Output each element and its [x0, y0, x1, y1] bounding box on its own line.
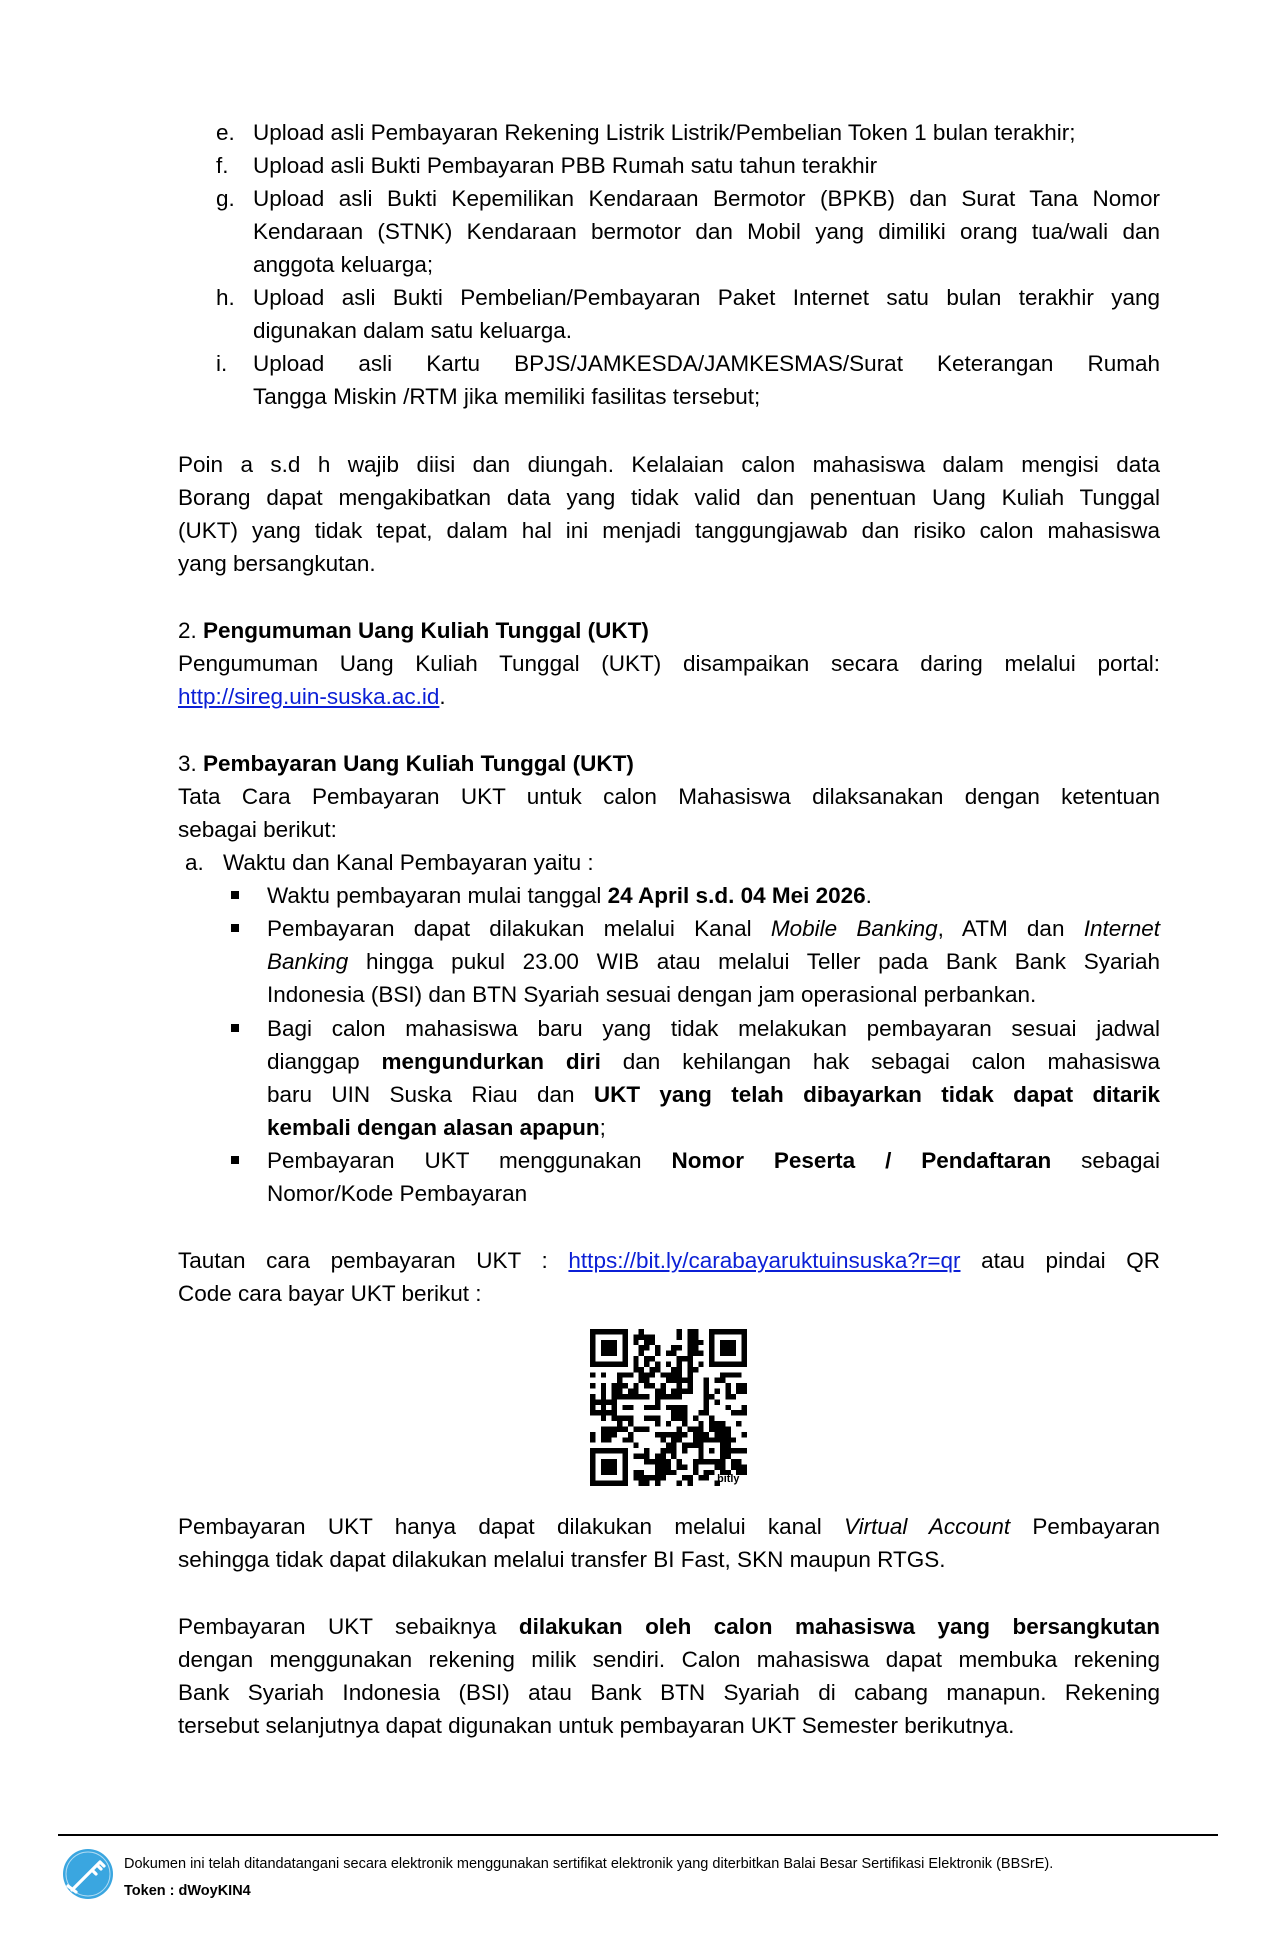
paragraph-line: (UKT) yang tidak tepat, dalam hal ini menjadi tanggungjawab dan risiko calon mahasiswa: [178, 518, 1160, 543]
payment-dates: 24 April s.d. 04 Mei 2026: [607, 883, 866, 908]
paragraph-line: [178, 1610, 1160, 1643]
guide-line: Code cara bayar UKT berikut :: [178, 1281, 482, 1306]
list-item-f: Upload asli Bukti Pembayaran PBB Rumah satu tahun terakhir: [253, 153, 878, 178]
qr-brand-label: bitly: [717, 1473, 740, 1486]
bsre-key-logo-icon: [62, 1848, 114, 1900]
signature-token: Token : dWoyKIN4: [124, 1883, 251, 1899]
guide-link[interactable]: https://bit.ly/carabayaruktuinsuska?r=qr: [568, 1248, 961, 1273]
paragraph-text: dilakukan oleh calon mahasiswa yang bersangkutan: [518, 1614, 1160, 1639]
bullet-text: Waktu pembayaran mulai tanggal: [267, 883, 608, 908]
bullet-square-icon: [231, 924, 239, 932]
guide-line: [178, 1244, 1160, 1277]
bullet-item-cont: [267, 1078, 1160, 1111]
paragraph-line: tersebut selanjutnya dapat digunakan untuk pembayaran UKT Semester berikutnya.: [178, 1713, 1015, 1738]
bullet-text: Internet: [1083, 916, 1160, 941]
bullet-item-cont: [267, 945, 1160, 978]
bullet-text: Pembayaran UKT menggunakan: [267, 1148, 672, 1173]
bullet-text: sebagai: [1051, 1148, 1160, 1173]
bullet-square-icon: [231, 1024, 239, 1032]
bullet-text: UKT yang telah dibayarkan tidak dapat ditarik: [593, 1082, 1160, 1107]
bullet-text: Nomor Peserta / Pendaftaran: [671, 1148, 1052, 1173]
list-marker: h.: [216, 285, 235, 310]
list-item-g-cont: anggota keluarga;: [253, 252, 434, 277]
bullet-text: Mobile Banking: [770, 916, 938, 941]
bullet-text: dianggap: [267, 1049, 382, 1074]
paragraph-text: Pembayaran: [1010, 1514, 1160, 1539]
bullet-item: [267, 912, 1160, 945]
paragraph-line: [178, 1510, 1160, 1543]
section-number: 2.: [178, 618, 197, 643]
paragraph-line: Borang dapat mengakibatkan data yang tidak valid dan penentuan Uang Kuliah Tunggal: [178, 485, 1160, 510]
list-marker: f.: [216, 153, 229, 178]
section-body: Pengumuman Uang Kuliah Tunggal (UKT) disampaikan secara daring melalui portal:: [178, 651, 1160, 676]
list-marker: i.: [216, 351, 228, 376]
section-number: 3.: [178, 751, 197, 776]
paragraph-text: Pembayaran UKT sebaiknya: [178, 1614, 519, 1639]
section-heading: [178, 747, 634, 780]
list-item-h-cont: digunakan dalam satu keluarga.: [253, 318, 572, 343]
bullet-text: Banking: [267, 949, 349, 974]
bullet-text: hingga pukul 23.00 WIB atau melalui Teller pada Bank Bank Syariah: [348, 949, 1160, 974]
list-item-i-cont: Tangga Miskin /RTM jika memiliki fasilitas tersebut;: [253, 384, 761, 409]
section-intro: sebagai berikut:: [178, 817, 337, 842]
list-marker: e.: [216, 120, 235, 145]
section-intro: Tata Cara Pembayaran UKT untuk calon Mahasiswa dilaksanakan dengan ketentuan: [178, 784, 1160, 809]
paragraph-line: Poin a s.d h wajib diisi dan diungah. Kelalaian calon mahasiswa dalam mengisi data: [178, 452, 1160, 477]
punctuation: .: [439, 684, 446, 709]
signature-statement: Dokumen ini telah ditandatangani secara elektronik menggunakan sertifikat elektronik yang diterbitkan Balai Besar Sertifikasi Elektronik (BBSrE).: [124, 1856, 1054, 1872]
paragraph-line: sehingga tidak dapat dilakukan melalui transfer BI Fast, SKN maupun RTGS.: [178, 1547, 946, 1572]
portal-link[interactable]: http://sireg.uin-suska.ac.id: [178, 684, 440, 709]
paragraph-text: Virtual Account: [843, 1514, 1011, 1539]
list-item-i: Upload asli Kartu BPJS/JAMKESDA/JAMKESMAS/Surat Keterangan Rumah: [253, 351, 1160, 376]
section-heading: [178, 614, 649, 647]
portal-line: [178, 680, 446, 713]
punctuation: ;: [599, 1115, 606, 1140]
guide-text: Tautan cara pembayaran UKT :: [178, 1248, 569, 1273]
bullet-item: [267, 1144, 1160, 1177]
bullet-item-cont: [267, 1045, 1160, 1078]
list-item-e: Upload asli Pembayaran Rekening Listrik Listrik/Pembelian Token 1 bulan terakhir;: [253, 120, 1076, 145]
bullet-item-cont: Nomor/Kode Pembayaran: [267, 1181, 528, 1206]
list-item-g-cont: Kendaraan (STNK) Kendaraan bermotor dan Mobil yang dimiliki orang tua/wali dan: [253, 219, 1160, 244]
bullet-text: baru UIN Suska Riau dan: [267, 1082, 594, 1107]
bullet-square-icon: [231, 891, 239, 899]
bullet-item-cont: Indonesia (BSI) dan BTN Syariah sesuai dengan jam operasional perbankan.: [267, 982, 1037, 1007]
bullet-text: kembali dengan alasan apapun: [267, 1115, 600, 1140]
bullet-text: dan kehilangan hak sebagai calon mahasiswa: [600, 1049, 1160, 1074]
bullet-item-cont: [267, 1111, 606, 1144]
section-title: Pembayaran Uang Kuliah Tunggal (UKT): [203, 751, 634, 776]
sub-marker: a.: [185, 850, 204, 875]
bullet-text: , ATM dan: [937, 916, 1084, 941]
paragraph-line: Bank Syariah Indonesia (BSI) atau Bank BTN Syariah di cabang manapun. Rekening: [178, 1680, 1160, 1705]
guide-text: atau pindai QR: [960, 1248, 1160, 1273]
bullet-square-icon: [231, 1156, 239, 1164]
section-title: Pengumuman Uang Kuliah Tunggal (UKT): [203, 618, 649, 643]
sub-label: Waktu dan Kanal Pembayaran yaitu :: [223, 850, 594, 875]
paragraph-line: dengan menggunakan rekening milik sendiri. Calon mahasiswa dapat membuka rekening: [178, 1647, 1160, 1672]
bullet-item: [267, 879, 872, 912]
list-item-g: Upload asli Bukti Kepemilikan Kendaraan Bermotor (BPKB) dan Surat Tana Nomor: [253, 186, 1160, 211]
paragraph-text: Pembayaran UKT hanya dapat dilakukan melalui kanal: [178, 1514, 844, 1539]
bullet-text: mengundurkan diri: [381, 1049, 601, 1074]
bullet-item: Bagi calon mahasiswa baru yang tidak melakukan pembayaran sesuai jadwal: [267, 1016, 1160, 1041]
qr-code: [590, 1329, 747, 1486]
punctuation: .: [865, 883, 872, 908]
paragraph-line: yang bersangkutan.: [178, 551, 376, 576]
footer-divider: [58, 1834, 1218, 1836]
bullet-text: Pembayaran dapat dilakukan melalui Kanal: [267, 916, 771, 941]
list-item-h: Upload asli Bukti Pembelian/Pembayaran Paket Internet satu bulan terakhir yang: [253, 285, 1160, 310]
list-marker: g.: [216, 186, 235, 211]
